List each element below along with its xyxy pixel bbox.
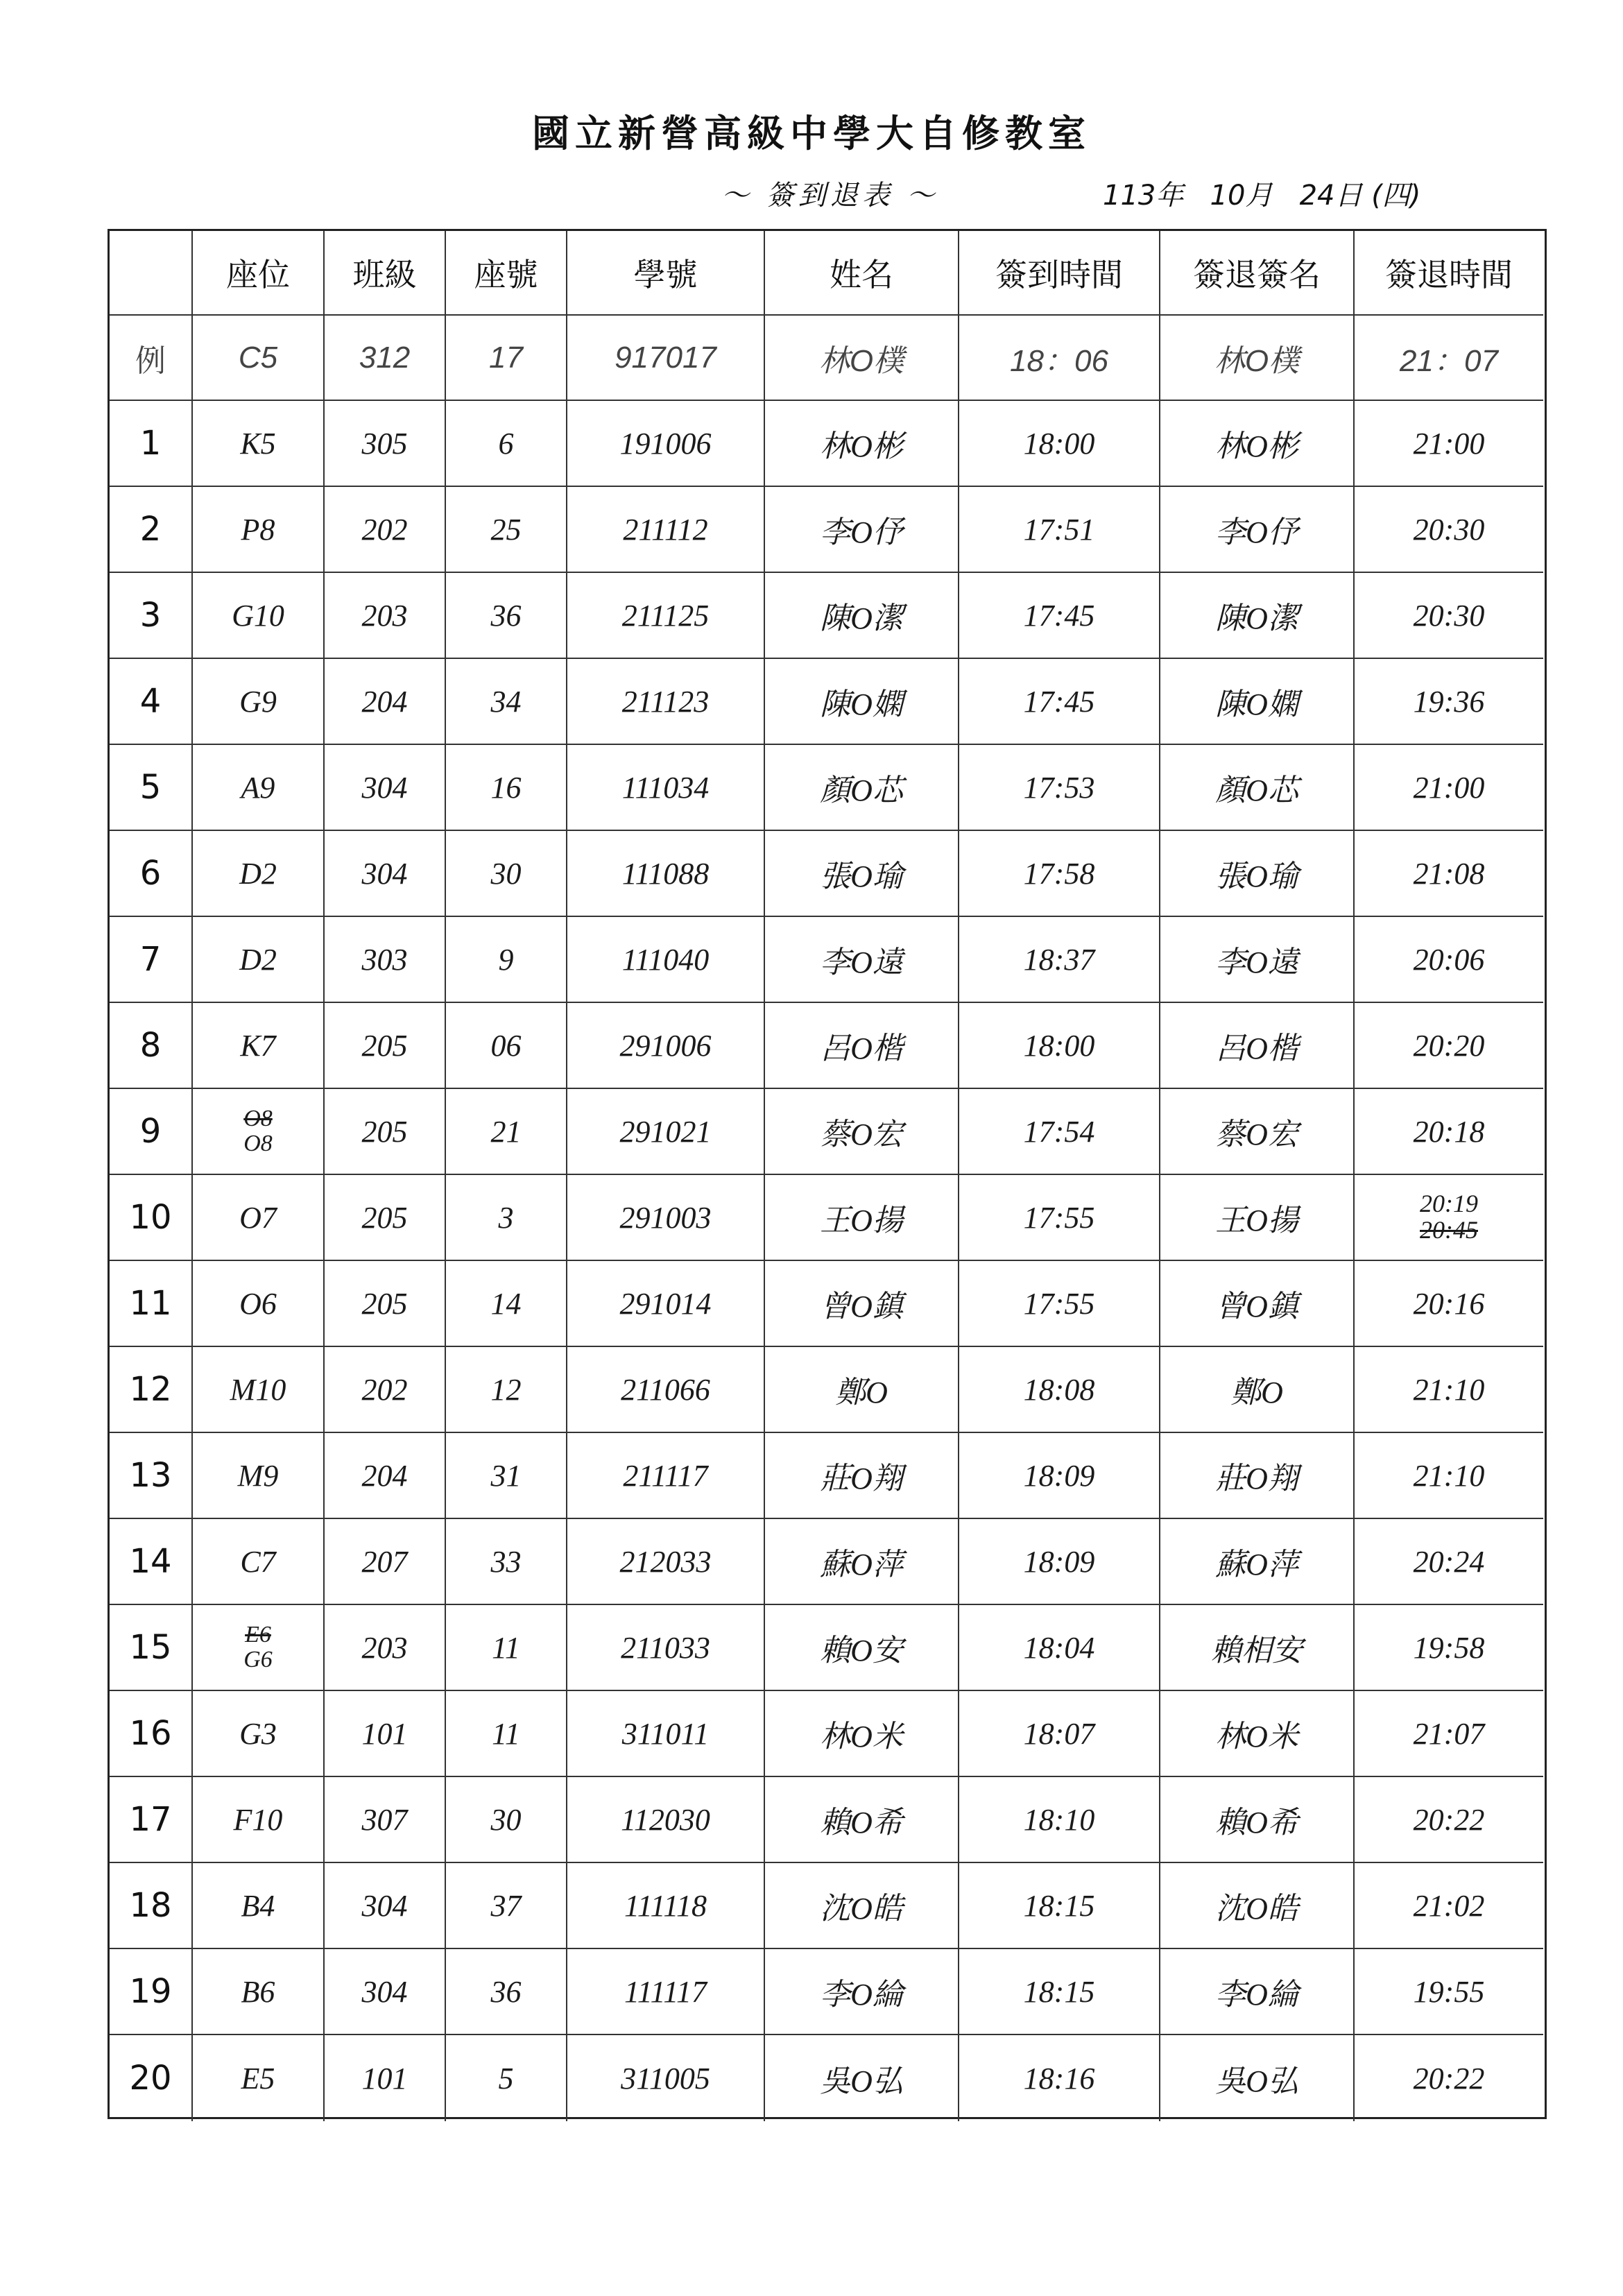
cell-number: 16 — [446, 745, 567, 831]
cell-student-id: 111088 — [567, 831, 765, 917]
cell-name: 蔡O宏 — [765, 1089, 959, 1175]
cell-checkout-sign: 林O米 — [1160, 1691, 1355, 1777]
seat-value: G6 — [243, 1647, 273, 1672]
cell-check-in: 18:15 — [959, 1863, 1160, 1949]
cell-check-in: 17:55 — [959, 1175, 1160, 1261]
cell-check-in: 18:15 — [959, 1949, 1160, 2035]
date-year: 113年 — [1103, 180, 1184, 212]
row-number: 7 — [110, 917, 193, 1003]
cell-seat: O7 — [193, 1175, 325, 1261]
cell-check-in: 18:37 — [959, 917, 1160, 1003]
row-number: 13 — [110, 1433, 193, 1519]
cell-student-id: 291006 — [567, 1003, 765, 1089]
column-header-checkout-sign: 簽退簽名 — [1160, 231, 1355, 316]
cell-name: 李O伃 — [765, 487, 959, 573]
cell-check-out: 21:08 — [1355, 831, 1543, 917]
cell-number: 31 — [446, 1433, 567, 1519]
cell-checkout-sign: 呂O楷 — [1160, 1003, 1355, 1089]
cell-seat — [193, 1605, 325, 1691]
cell-check-in: 18:00 — [959, 1003, 1160, 1089]
seat-value: O8 — [243, 1131, 273, 1156]
cell-seat: K7 — [193, 1003, 325, 1089]
cell-name: 賴O希 — [765, 1777, 959, 1863]
cell-name: 曾O鎮 — [765, 1261, 959, 1347]
column-header-name: 姓名 — [765, 231, 959, 316]
cell-number: 5 — [446, 2035, 567, 2121]
cell-number: 21 — [446, 1089, 567, 1175]
cell-class: 203 — [325, 573, 446, 659]
cell-checkout-sign: 蘇O萍 — [1160, 1519, 1355, 1605]
cell-checkout-sign: 莊O翔 — [1160, 1433, 1355, 1519]
cell-check-in: 18:00 — [959, 401, 1160, 487]
cell-checkout-sign: 蔡O宏 — [1160, 1089, 1355, 1175]
cell-check-out: 20:24 — [1355, 1519, 1543, 1605]
cell-number: 06 — [446, 1003, 567, 1089]
row-number: 12 — [110, 1347, 193, 1433]
cell-name: 陳O潔 — [765, 573, 959, 659]
cell-check-out: 21:10 — [1355, 1347, 1543, 1433]
cell-student-id: 111117 — [567, 1949, 765, 2035]
cell-checkout-sign: 鄭O — [1160, 1347, 1355, 1433]
cell-check-out: 20:30 — [1355, 573, 1543, 659]
cell-number: 30 — [446, 1777, 567, 1863]
cell-checkout-sign: 吳O弘 — [1160, 2035, 1355, 2121]
cell-student-id: 211112 — [567, 487, 765, 573]
example-name: 林O樸 — [765, 316, 959, 401]
cell-seat: B6 — [193, 1949, 325, 2035]
cell-name: 陳O嫻 — [765, 659, 959, 745]
example-label: 例 — [110, 316, 193, 401]
cell-seat: D2 — [193, 917, 325, 1003]
column-header-check-in: 簽到時間 — [959, 231, 1160, 316]
cell-check-in: 18:09 — [959, 1433, 1160, 1519]
cell-check-in: 18:08 — [959, 1347, 1160, 1433]
cell-checkout-sign: 顏O芯 — [1160, 745, 1355, 831]
cell-class: 303 — [325, 917, 446, 1003]
cell-seat: M9 — [193, 1433, 325, 1519]
row-number: 8 — [110, 1003, 193, 1089]
cell-seat: C7 — [193, 1519, 325, 1605]
cell-name: 莊O翔 — [765, 1433, 959, 1519]
cell-checkout-sign: 沈O皓 — [1160, 1863, 1355, 1949]
cell-seat: P8 — [193, 487, 325, 573]
cell-class: 202 — [325, 1347, 446, 1433]
row-number: 1 — [110, 401, 193, 487]
date-month: 10月 — [1210, 180, 1273, 212]
column-header-class: 班級 — [325, 231, 446, 316]
column-header-number: 座號 — [446, 231, 567, 316]
cell-seat: B4 — [193, 1863, 325, 1949]
cell-student-id: 311005 — [567, 2035, 765, 2121]
cell-check-in: 17:51 — [959, 487, 1160, 573]
row-number: 4 — [110, 659, 193, 745]
cell-class: 204 — [325, 1433, 446, 1519]
cell-check-out — [1355, 1175, 1543, 1261]
cell-check-in: 17:45 — [959, 573, 1160, 659]
cell-name: 王O揚 — [765, 1175, 959, 1261]
row-number: 18 — [110, 1863, 193, 1949]
cell-seat: F10 — [193, 1777, 325, 1863]
row-number: 9 — [110, 1089, 193, 1175]
cell-seat: D2 — [193, 831, 325, 917]
date-day: 24日 — [1299, 180, 1363, 212]
row-number: 5 — [110, 745, 193, 831]
row-number: 6 — [110, 831, 193, 917]
cell-checkout-sign: 李O綸 — [1160, 1949, 1355, 2035]
cell-checkout-sign: 賴O希 — [1160, 1777, 1355, 1863]
cell-seat: O6 — [193, 1261, 325, 1347]
page-title: 國立新營高級中學大自修教室 — [532, 111, 1091, 155]
form-subtitle: ～ 簽到退表 ～ — [721, 180, 939, 212]
row-number: 16 — [110, 1691, 193, 1777]
cell-class: 101 — [325, 1691, 446, 1777]
cell-name: 吳O弘 — [765, 2035, 959, 2121]
example-check-out: 21：07 — [1355, 316, 1543, 401]
row-number: 19 — [110, 1949, 193, 2035]
cell-check-out: 20:22 — [1355, 1777, 1543, 1863]
cell-checkout-sign: 曾O鎮 — [1160, 1261, 1355, 1347]
cell-number: 34 — [446, 659, 567, 745]
cell-class: 205 — [325, 1175, 446, 1261]
row-number: 17 — [110, 1777, 193, 1863]
date-weekday: (四) — [1371, 180, 1421, 212]
cell-check-out: 20:20 — [1355, 1003, 1543, 1089]
cell-number: 37 — [446, 1863, 567, 1949]
cell-checkout-sign: 王O揚 — [1160, 1175, 1355, 1261]
cell-check-in: 18:04 — [959, 1605, 1160, 1691]
sign-in-table — [108, 229, 1547, 2119]
row-number: 14 — [110, 1519, 193, 1605]
row-number: 15 — [110, 1605, 193, 1691]
cell-check-in: 17:58 — [959, 831, 1160, 917]
cell-name: 李O遠 — [765, 917, 959, 1003]
cell-name: 鄭O — [765, 1347, 959, 1433]
cell-check-out: 20:22 — [1413, 2061, 1485, 2096]
cell-student-id: 111040 — [567, 917, 765, 1003]
cell-check-in: 17:54 — [959, 1089, 1160, 1175]
cell-number: 11 — [446, 1691, 567, 1777]
cell-checkout-sign: 賴相安 — [1160, 1605, 1355, 1691]
row-number: 20 — [110, 2035, 193, 2121]
cell-class: 203 — [325, 1605, 446, 1691]
cell-check-out: 21:00 — [1355, 745, 1543, 831]
row-number: 10 — [110, 1175, 193, 1261]
cell-name: 顏O芯 — [765, 745, 959, 831]
cell-seat: G9 — [193, 659, 325, 745]
cell-class: 101 — [325, 2035, 446, 2121]
struck-seat-value: O8 — [243, 1106, 273, 1132]
cell-number: 6 — [446, 401, 567, 487]
cell-number: 25 — [446, 487, 567, 573]
row-number: 3 — [110, 573, 193, 659]
cell-checkout-sign: 陳O潔 — [1160, 573, 1355, 659]
cell-seat: M10 — [193, 1347, 325, 1433]
cell-checkout-sign: 李O伃 — [1160, 487, 1355, 573]
cell-checkout-sign: 陳O嫻 — [1160, 659, 1355, 745]
cell-name: 賴O安 — [765, 1605, 959, 1691]
check-out-value: 20:19 — [1420, 1190, 1478, 1218]
cell-student-id: 191006 — [567, 401, 765, 487]
example-checkout-sign: 林O樸 — [1160, 316, 1355, 401]
cell-check-out: 19:58 — [1355, 1605, 1543, 1691]
cell-name: 林O彬 — [765, 401, 959, 487]
cell-number: 3 — [446, 1175, 567, 1261]
column-header-seat: 座位 — [193, 231, 325, 316]
cell-name: 林O米 — [765, 1691, 959, 1777]
row-number: 2 — [110, 487, 193, 573]
cell-check-out: 21:02 — [1355, 1863, 1543, 1949]
cell-check-in: 18:09 — [959, 1519, 1160, 1605]
cell-student-id: 111118 — [567, 1863, 765, 1949]
cell-class: 207 — [325, 1519, 446, 1605]
example-number: 17 — [446, 316, 567, 401]
cell-number: 14 — [446, 1261, 567, 1347]
cell-number: 30 — [446, 831, 567, 917]
cell-number: 36 — [446, 1949, 567, 2035]
cell-check-in: 17:45 — [959, 659, 1160, 745]
cell-check-out: 20:16 — [1355, 1261, 1543, 1347]
row-number: 11 — [110, 1261, 193, 1347]
cell-class: 304 — [325, 1949, 446, 2035]
cell-name: 張O瑜 — [765, 831, 959, 917]
cell-check-out: 20:06 — [1355, 917, 1543, 1003]
cell-class: 202 — [325, 487, 446, 573]
cell-class: 307 — [325, 1777, 446, 1863]
cell-student-id: 211125 — [567, 573, 765, 659]
cell-seat: G3 — [193, 1691, 325, 1777]
cell-seat: K5 — [193, 401, 325, 487]
cell-check-out: 21:10 — [1355, 1433, 1543, 1519]
cell-seat: E5 — [193, 2035, 325, 2121]
cell-number: 11 — [446, 1605, 567, 1691]
cell-checkout-sign: 李O遠 — [1160, 917, 1355, 1003]
cell-check-out: 20:18 — [1355, 1089, 1543, 1175]
example-student-id: 917017 — [567, 316, 765, 401]
cell-class: 304 — [325, 831, 446, 917]
cell-student-id: 212033 — [567, 1519, 765, 1605]
cell-name: 呂O楷 — [765, 1003, 959, 1089]
cell-check-in: 18:10 — [959, 1777, 1160, 1863]
cell-check-in: 18:16 — [959, 2035, 1160, 2121]
cell-student-id: 291014 — [567, 1261, 765, 1347]
struck-seat-value: E6 — [245, 1622, 271, 1648]
cell-student-id: 211117 — [567, 1433, 765, 1519]
cell-student-id: 291003 — [567, 1175, 765, 1261]
column-header-index — [110, 231, 193, 316]
cell-name: 沈O皓 — [765, 1863, 959, 1949]
example-seat: C5 — [193, 316, 325, 401]
cell-student-id: 311011 — [567, 1691, 765, 1777]
cell-check-out: 20:30 — [1355, 487, 1543, 573]
column-header-student-id: 學號 — [567, 231, 765, 316]
cell-class: 304 — [325, 1863, 446, 1949]
cell-name: 蘇O萍 — [765, 1519, 959, 1605]
cell-check-in: 17:53 — [959, 745, 1160, 831]
form-date — [1103, 173, 1420, 213]
cell-student-id: 211033 — [567, 1605, 765, 1691]
example-check-in: 18：06 — [959, 316, 1160, 401]
cell-seat: A9 — [193, 745, 325, 831]
cell-class: 205 — [325, 1003, 446, 1089]
cell-number: 36 — [446, 573, 567, 659]
struck-check-out-value: 20:45 — [1420, 1216, 1478, 1244]
cell-student-id: 112030 — [567, 1777, 765, 1863]
example-class: 312 — [325, 316, 446, 401]
cell-check-out: 21:07 — [1355, 1691, 1543, 1777]
cell-student-id: 291021 — [567, 1089, 765, 1175]
cell-student-id: 111034 — [567, 745, 765, 831]
cell-name: 李O綸 — [765, 1949, 959, 2035]
column-header-check-out: 簽退時間 — [1355, 231, 1543, 316]
cell-seat: G10 — [193, 573, 325, 659]
cell-check-in: 18:07 — [959, 1691, 1160, 1777]
cell-student-id: 211123 — [567, 659, 765, 745]
cell-class: 304 — [325, 745, 446, 831]
cell-class: 205 — [325, 1089, 446, 1175]
cell-number: 12 — [446, 1347, 567, 1433]
cell-number: 9 — [446, 917, 567, 1003]
cell-number: 33 — [446, 1519, 567, 1605]
cell-student-id: 211066 — [567, 1347, 765, 1433]
cell-check-out: 19:36 — [1355, 659, 1543, 745]
cell-check-in: 17:55 — [959, 1261, 1160, 1347]
cell-check-out: 19:55 — [1355, 1949, 1543, 2035]
cell-checkout-sign: 林O彬 — [1160, 401, 1355, 487]
cell-class: 204 — [325, 659, 446, 745]
cell-class: 305 — [325, 401, 446, 487]
cell-class: 205 — [325, 1261, 446, 1347]
cell-check-out: 21:00 — [1355, 401, 1543, 487]
cell-seat — [193, 1089, 325, 1175]
cell-checkout-sign: 張O瑜 — [1160, 831, 1355, 917]
